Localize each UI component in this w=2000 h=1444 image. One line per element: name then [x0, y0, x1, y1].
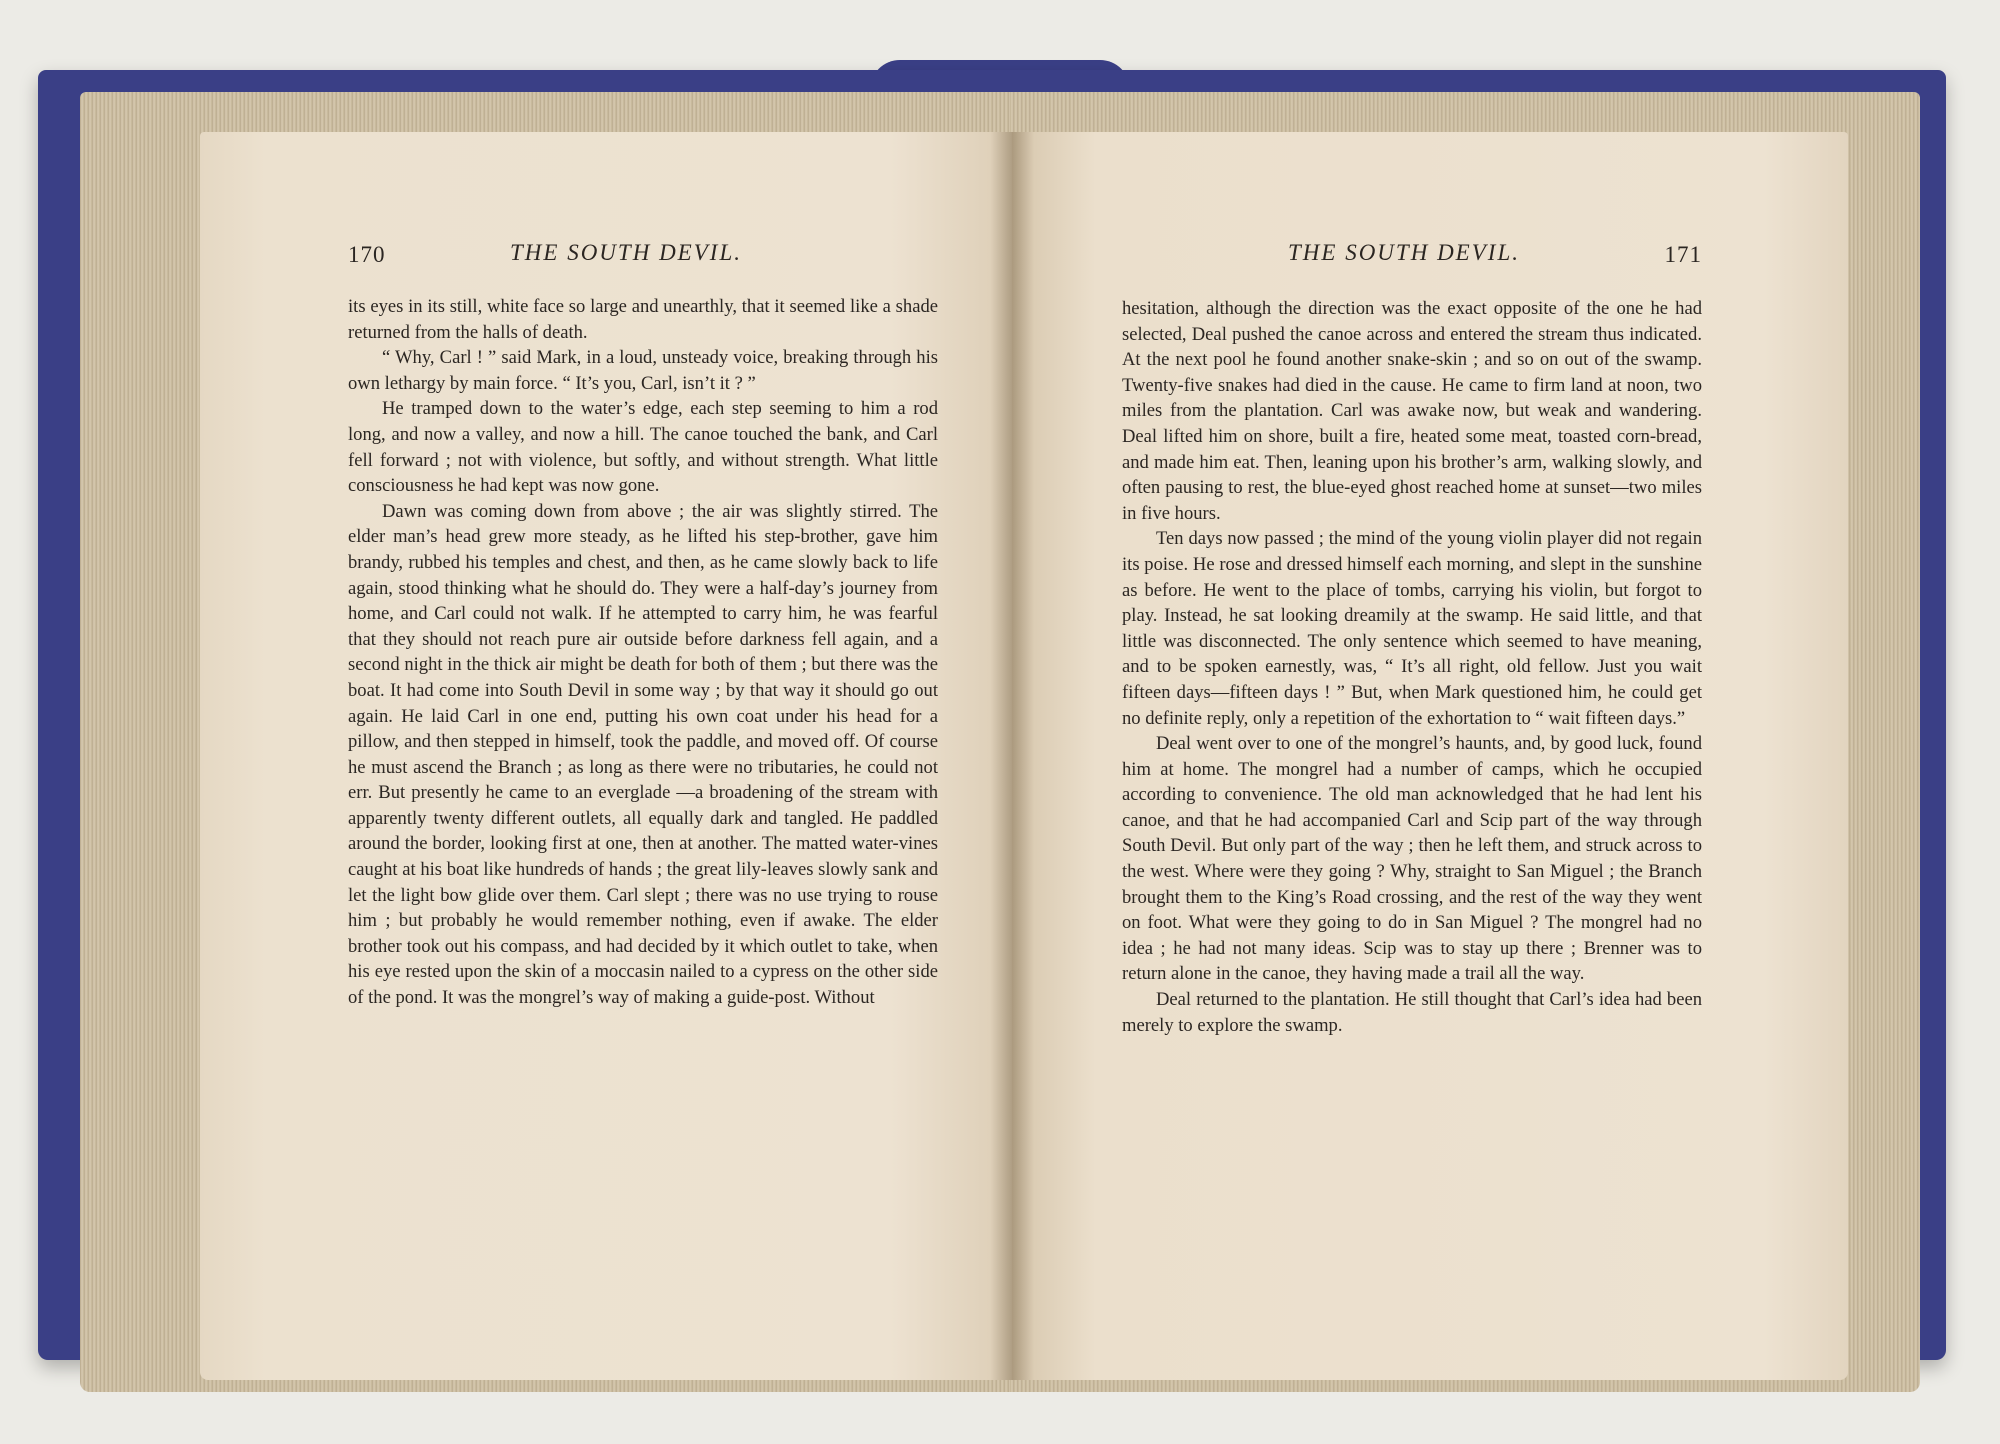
right-page-body: [1122, 296, 1702, 1038]
paragraph: Dawn was coming down from above ; the air was slightly stirred. The elder man’s head grew more steady, as he lifted his step-brother, gave him brandy, rubbed his temples and chest, and then, as he came slowly back to life again, stood thinking what he should do. They were a half-day’s journey from home, and Carl could not walk. If he attempted to carry him, he was fearful that they should not reach pure air outside before darkness fell again, and a second night in the thick air might be death for both of them ; but there was the boat. It had come into South Devil in some way ; by that way it should go out again. He laid Carl in one end, putting his own coat under his head for a pillow, and then stepped in himself, took the paddle, and moved off. Of course he must ascend the Branch ; as long as there were no tributaries, he could not err. But presently he came to an everglade —a broadening of the stream with apparently twenty different outlets, all equally dark and tangled. He paddled around the border, looking first at one, then at another. The matted water-vines caught at his boat like hundreds of hands ; the great lily-leaves slowly sank and let the light bow glide over them. Carl slept ; there was no use trying to rouse him ; but probably he would remember nothing, even if awake. The elder brother took out his compass, and had decided by it which outlet to take, when his eye rested upon the skin of a moccasin nailed to a cypress on the other side of the pond. It was the mongrel’s way of making a guide-post. Without: [348, 500, 938, 1009]
paragraph: Deal went over to one of the mongrel’s haunts, and, by good luck, found him at home. The mongrel had a number of camps, which he occupied according to convenience. The old man acknowledged that he had lent his canoe, and that he had accompanied Carl and Scip part of the way through South Devil. But only part of the way ; then he left them, and struck across to the west. Where were they going ? Why, straight to San Miguel ; the Branch brought them to the King’s Road crossing, and the rest of the way they went on foot. What were they going to do in San Miguel ? The mongrel had no idea ; he had not many ideas. Scip was to stay up there ; Brenner was to return alone in the canoe, they having made a trail all the way.: [1122, 733, 1702, 985]
left-running-title: THE SOUTH DEVIL.: [510, 240, 742, 265]
left-page-header: [348, 240, 928, 280]
right-page-number: 171: [1664, 242, 1702, 267]
paragraph: its eyes in its still, white face so large and unearthly, that it seemed like a shade returned from the halls of death.: [348, 296, 938, 343]
paragraph: Ten days now passed ; the mind of the young violin player did not regain its poise. He rose and dressed himself each morning, and slept in the sunshine as before. He went to the place of tombs, carrying his violin, but forgot to play. Instead, he sat looking dreamily at the swamp. He said little, and that little was disconnected. The only sentence which seemed to have meaning, and to be spoken earnestly, was, “ It’s all right, old fellow. Just you wait fifteen days—fifteen days ! ” But, when Mark questioned him, he could get no definite reply, only a repetition of the exhortation to “ wait fifteen days.”: [1122, 528, 1702, 729]
right-running-title: THE SOUTH DEVIL.: [1288, 240, 1520, 265]
paragraph: He tramped down to the water’s edge, each step seeming to him a rod long, and now a valley, and now a hill. The canoe touched the bank, and Carl fell forward ; not with violence, but softly, and without strength. What little consciousness he had kept was now gone.: [348, 398, 938, 497]
paragraph: hesitation, although the direction was the exact opposite of the one he had selected, Deal pushed the canoe across and entered the stream thus indicated. At the next pool he found another snake-skin ; and so on out of the swamp. Twenty-five snakes had died in the cause. He came to firm land at noon, two miles from the plantation. Carl was awake now, but weak and wandering. Deal lifted him on shore, built a fire, heated some meat, toasted corn-bread, and made him eat. Then, leaning upon his brother’s arm, walking slowly, and often pausing to rest, the blue-eyed ghost reached home at sunset—two miles in five hours.: [1122, 298, 1702, 524]
right-page-header: [1122, 240, 1702, 280]
paragraph: “ Why, Carl ! ” said Mark, in a loud, unsteady voice, breaking through his own lethargy by main force. “ It’s you, Carl, isn’t it ? ”: [348, 347, 938, 394]
left-page-body: [348, 294, 938, 1011]
paragraph: Deal returned to the plantation. He still thought that Carl’s idea had been merely to explore the swamp.: [1122, 989, 1702, 1036]
book-gutter: [990, 132, 1034, 1380]
left-page-number: 170: [348, 242, 386, 267]
